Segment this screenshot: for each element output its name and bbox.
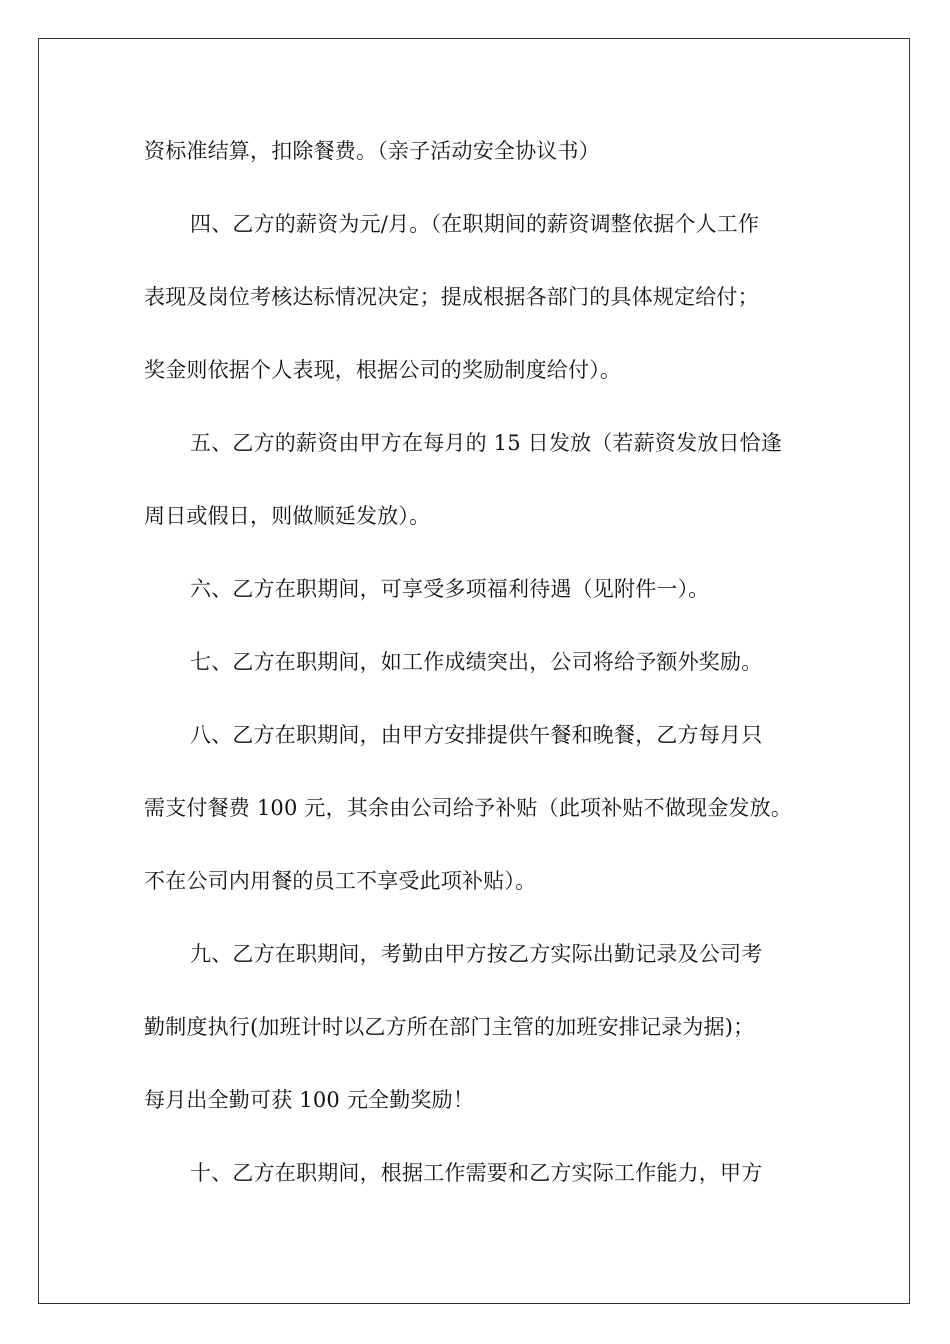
clause-9-line-1: 九、乙方在职期间，考勤由甲方按乙方实际出勤记录及公司考: [190, 942, 763, 966]
clause-6-line-1: 六、乙方在职期间，可享受多项福利待遇（见附件一）。: [190, 577, 710, 601]
clause-4-line-1: 四、乙方的薪资为元/月。（在职期间的薪资调整依据个人工作: [190, 212, 760, 236]
clause-9-line-3: 每月出全勤可获 100 元全勤奖励！: [144, 1088, 475, 1112]
clause-10-line-1: 十、乙方在职期间，根据工作需要和乙方实际工作能力，甲方: [190, 1161, 763, 1185]
clause-4-line-2: 表现及岗位考核达标情况决定；提成根据各部门的具体规定给付；: [144, 285, 759, 309]
clause-9-line-2: 勤制度执行(加班计时以乙方所在部门主管的加班安排记录为据)；: [144, 1015, 755, 1039]
clause-8-line-2: 需支付餐费 100 元，其余由公司给予补贴（此项补贴不做现金发放。: [144, 796, 793, 820]
clause-8-line-1: 八、乙方在职期间，由甲方安排提供午餐和晚餐，乙方每月只: [190, 723, 763, 747]
clause-5-line-2: 周日或假日，则做顺延发放）。: [144, 504, 431, 528]
text-line: 资标准结算，扣除餐费。（亲子活动安全协议书）: [144, 139, 600, 163]
clause-4-line-3: 奖金则依据个人表现，根据公司的奖励制度给付）。: [144, 358, 622, 382]
clause-8-line-3: 不在公司内用餐的员工不享受此项补贴）。: [144, 869, 537, 893]
clause-7-line-1: 七、乙方在职期间，如工作成绩突出，公司将给予额外奖励。: [190, 650, 763, 674]
clause-5-line-1: 五、乙方的薪资由甲方在每月的 15 日发放（若薪资发放日恰逢: [190, 431, 783, 455]
